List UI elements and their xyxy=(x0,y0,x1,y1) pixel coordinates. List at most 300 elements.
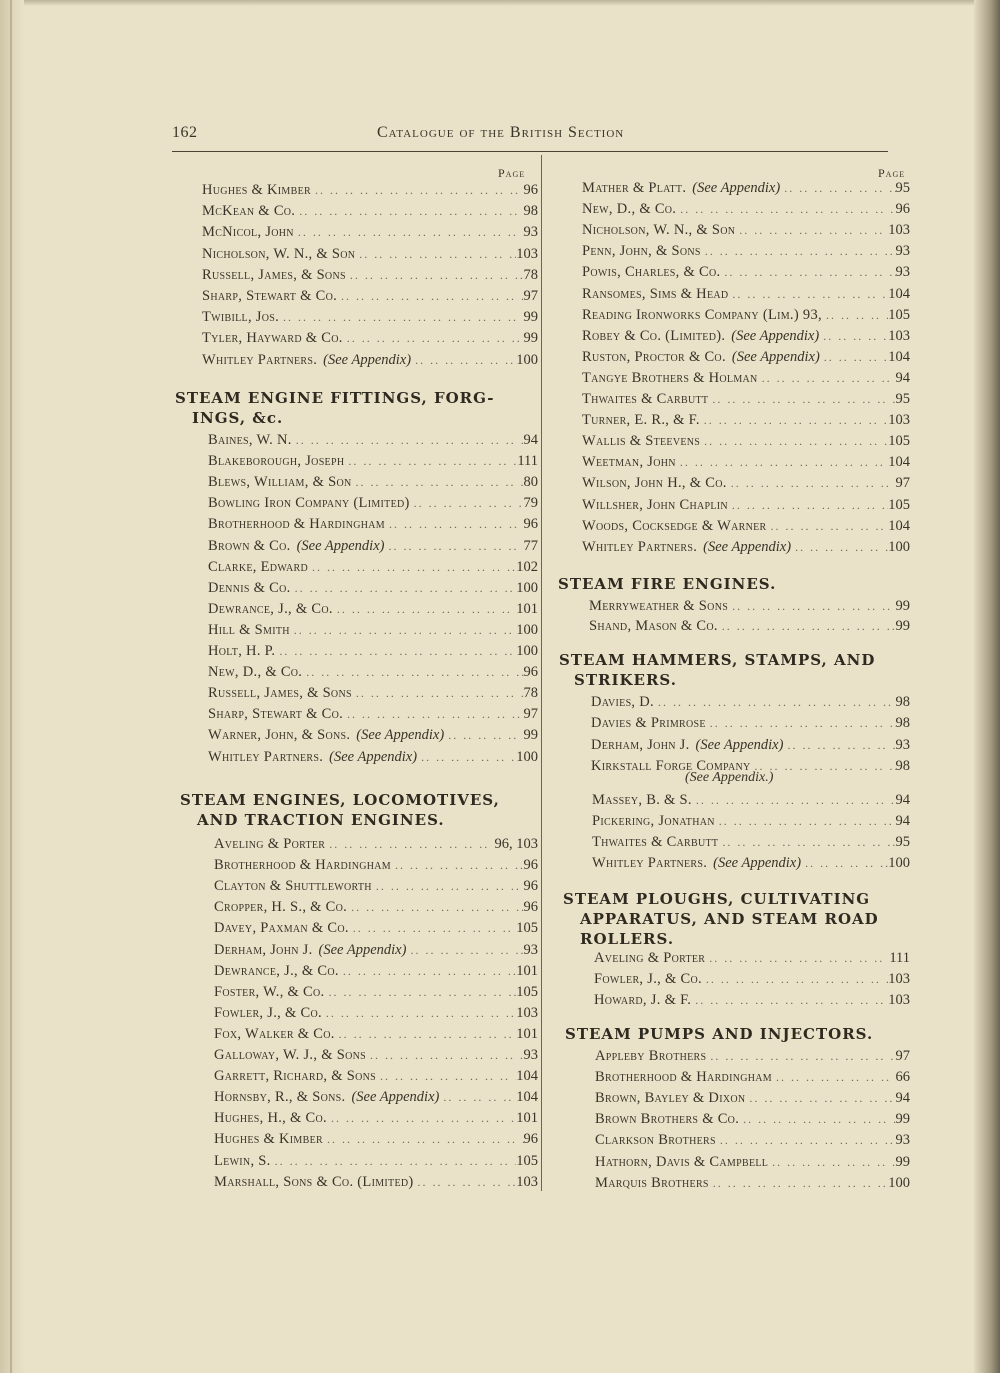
entry-name: Pickering, Jonathan xyxy=(592,813,715,829)
entry-page-number: 99 xyxy=(523,330,538,347)
entry-page-number: 100 xyxy=(516,621,538,638)
entry-name: Appleby Brothers xyxy=(595,1048,707,1064)
index-entry xyxy=(208,493,538,513)
section-title-line: STEAM PLOUGHS, CULTIVATING xyxy=(563,890,871,908)
index-entry xyxy=(592,811,910,831)
leader-dots xyxy=(294,222,524,242)
index-entry xyxy=(208,704,538,724)
page-column-heading: Page xyxy=(498,166,526,180)
entry-name: Russell, James, & Sons xyxy=(202,266,346,283)
entry-name: Massey, B. & S. xyxy=(592,792,692,808)
entry-name: Foster, W., & Co. xyxy=(214,983,325,1000)
entry-name: Hill & Smith xyxy=(208,621,290,638)
index-entry xyxy=(582,473,910,493)
index-entry xyxy=(208,557,538,577)
leader-dots xyxy=(339,961,516,981)
leader-dots xyxy=(692,790,896,810)
index-entry xyxy=(208,747,538,767)
index-entry xyxy=(214,1129,538,1149)
index-entry xyxy=(202,328,538,348)
entry-page-number: 98 xyxy=(895,715,910,732)
index-entry xyxy=(582,199,910,219)
entry-name: Brown & Co. xyxy=(208,537,291,554)
entry-page-number: 96 xyxy=(523,899,538,916)
entry-name: Sharp, Stewart & Co. xyxy=(208,706,344,723)
entry-name: Tangye Brothers & Holman xyxy=(582,369,758,386)
entry-name: Nicholson, W. N., & Son xyxy=(582,222,736,239)
entry-page-number: 105 xyxy=(888,496,910,513)
leader-dots xyxy=(819,326,888,346)
entry-page-number: 104 xyxy=(888,348,910,365)
entry-name: Robey & Co. (Limited). xyxy=(582,327,726,344)
index-entry xyxy=(214,1066,538,1086)
index-entry xyxy=(208,641,538,661)
index-entry xyxy=(595,1046,910,1066)
leader-dots xyxy=(384,536,523,556)
leader-dots xyxy=(366,1045,524,1065)
see-appendix-note: (See Appendix) xyxy=(713,855,802,871)
entry-page-number: 97 xyxy=(523,706,538,723)
index-entry xyxy=(582,495,910,515)
leader-dots xyxy=(654,692,896,712)
index-entry xyxy=(214,940,538,960)
leader-dots xyxy=(333,599,516,619)
entry-page-number: 96 xyxy=(523,182,538,198)
entry-page-number: 104 xyxy=(888,454,910,471)
entry-name: Whitley Partners. xyxy=(592,855,708,871)
entry-page-number: 99 xyxy=(895,618,910,634)
leader-dots xyxy=(355,244,516,264)
entry-page-number: 97 xyxy=(895,475,910,492)
entry-page-number: 99 xyxy=(523,727,538,744)
leader-dots xyxy=(706,713,896,733)
column-divider xyxy=(541,155,542,1191)
entry-name: New, D., & Co. xyxy=(208,664,303,681)
leader-dots xyxy=(311,180,524,200)
leader-dots xyxy=(720,262,895,282)
index-entry xyxy=(214,897,538,917)
entry-page-number: 94 xyxy=(895,813,910,829)
entry-name: Mather & Platt. xyxy=(582,180,687,196)
entry-name: Garrett, Richard, & Sons xyxy=(214,1068,377,1085)
entry-page-number: 101 xyxy=(516,1025,538,1042)
section-title-line: APPARATUS, AND STEAM ROAD xyxy=(580,910,879,928)
index-entry xyxy=(214,855,538,875)
index-entry xyxy=(208,683,538,703)
leader-dots xyxy=(716,1130,896,1150)
entry-name: Whitley Partners. xyxy=(582,538,698,555)
entry-page-number: 93 xyxy=(895,243,910,260)
leader-dots xyxy=(271,1151,517,1171)
entry-page-number: 98 xyxy=(895,757,910,774)
entry-name: Derham, John J. xyxy=(591,736,690,753)
leader-dots xyxy=(822,305,888,325)
entry-page-number: 66 xyxy=(895,1069,910,1086)
leader-dots xyxy=(676,199,895,219)
entry-page-number: 99 xyxy=(895,598,910,614)
entry-page-number: 93 xyxy=(523,941,538,958)
entry-page-number: 105 xyxy=(516,1152,538,1169)
entry-page-number: 93 xyxy=(895,1132,910,1149)
entry-page-number: 93 xyxy=(895,736,910,753)
leader-dots xyxy=(337,286,523,306)
leader-dots xyxy=(751,756,896,776)
index-entry xyxy=(592,832,910,852)
index-entry xyxy=(582,241,910,261)
leader-dots xyxy=(352,683,524,703)
entry-page-number: 100 xyxy=(888,1174,910,1191)
entry-name: Blews, William, & Son xyxy=(208,474,352,491)
entry-page-number: 104 xyxy=(516,1089,538,1106)
leader-dots xyxy=(322,1003,516,1023)
entry-name: McNicol, John xyxy=(202,224,294,241)
entry-page-number: 98 xyxy=(895,694,910,710)
index-entry xyxy=(214,1151,538,1171)
leader-dots xyxy=(302,662,523,682)
leader-dots xyxy=(327,1108,516,1128)
entry-page-number: 79 xyxy=(523,495,538,512)
index-entry xyxy=(594,948,910,968)
entry-name: Clayton & Shuttleworth xyxy=(214,878,372,895)
index-entry xyxy=(202,180,538,200)
index-entry xyxy=(214,982,538,1002)
entry-name: Weetman, John xyxy=(582,454,676,471)
entry-page-number: 96 xyxy=(523,664,538,681)
index-entry xyxy=(208,472,538,492)
leader-dots xyxy=(701,241,896,261)
entry-page-number: 95 xyxy=(895,180,910,196)
entry-page-number: 103 xyxy=(516,1004,538,1021)
section-title-engines xyxy=(180,790,500,830)
entry-page-number: 94 xyxy=(895,792,910,808)
entry-page-number: 105 xyxy=(516,983,538,1000)
entry-page-number: 99 xyxy=(523,309,538,326)
entry-name: Wilson, John H., & Co. xyxy=(582,475,727,492)
see-appendix-note: (See Appendix) xyxy=(695,736,784,753)
entry-name: Brown, Bayley & Dixon xyxy=(595,1090,746,1107)
entry-name: Thwaites & Carbutt xyxy=(592,834,719,850)
entry-page-number: 94 xyxy=(895,369,910,386)
index-entry xyxy=(214,1172,538,1192)
leader-dots xyxy=(347,897,523,917)
entry-page-number: 98 xyxy=(523,203,538,220)
leader-dots xyxy=(708,389,895,409)
section-title-line: STRIKERS. xyxy=(574,671,677,689)
entry-page-number: 105 xyxy=(888,433,910,450)
entry-page-number: 104 xyxy=(516,1068,538,1085)
index-entry xyxy=(594,990,910,1010)
entry-name: Hughes & Kimber xyxy=(202,182,311,198)
index-entry xyxy=(591,713,910,733)
entry-name: Baines, W. N. xyxy=(208,432,292,448)
entry-page-number: 105 xyxy=(516,920,538,937)
entry-page-number: 103 xyxy=(516,1173,538,1190)
entry-name: Howard, J. & F. xyxy=(594,992,692,1008)
index-entry xyxy=(214,1045,538,1065)
leader-dots xyxy=(343,704,523,724)
leader-dots xyxy=(344,451,517,471)
entry-name: Woods, Cocksedge & Warner xyxy=(582,517,767,534)
leader-dots xyxy=(791,537,888,557)
entry-name: Aveling & Porter xyxy=(594,950,706,966)
entry-name: Powis, Charles, & Co. xyxy=(582,264,721,281)
leader-dots xyxy=(414,1172,517,1192)
scan-page-edge xyxy=(974,0,1000,1373)
entry-page-number: 97 xyxy=(523,288,538,304)
entry-name: Hathorn, Davis & Campbell xyxy=(595,1153,769,1170)
see-appendix-note: (See Appendix) xyxy=(703,538,792,555)
entry-page-number: 78 xyxy=(523,266,538,283)
leader-dots xyxy=(728,284,888,304)
entry-name: Marshall, Sons & Co. (Limited) xyxy=(214,1173,414,1190)
index-entry xyxy=(582,431,910,451)
leader-dots xyxy=(417,747,516,767)
index-entry xyxy=(595,1173,910,1193)
entry-name: Clarkson Brothers xyxy=(595,1132,716,1149)
entry-name: Russell, James, & Sons xyxy=(208,685,352,702)
index-entry xyxy=(202,350,538,370)
index-entry xyxy=(589,616,910,636)
index-entry xyxy=(208,662,538,682)
leader-dots xyxy=(745,1088,895,1108)
index-entry xyxy=(202,265,538,285)
leader-dots xyxy=(735,220,888,240)
entry-name: Derham, John J. xyxy=(214,941,313,958)
leader-dots xyxy=(676,452,888,472)
page-column-heading: Page xyxy=(878,166,906,180)
see-appendix-note: (See Appendix) xyxy=(296,537,385,554)
entry-name: Thwaites & Carbutt xyxy=(582,391,709,407)
entry-name: Brotherhood & Hardingham xyxy=(595,1069,772,1086)
index-entry xyxy=(214,1108,538,1128)
entry-page-number: 96 xyxy=(523,857,538,874)
entry-page-number: 102 xyxy=(516,558,538,575)
entry-name: Fox, Walker & Co. xyxy=(214,1025,335,1042)
leader-dots xyxy=(767,516,889,536)
entry-name: Nicholson, W. N., & Son xyxy=(202,245,356,262)
index-entry xyxy=(214,918,538,938)
entry-name: Brotherhood & Hardingham xyxy=(214,857,391,874)
leader-dots xyxy=(325,834,494,854)
section-title-line: AND TRACTION ENGINES. xyxy=(197,811,445,829)
entry-page-number: 96 xyxy=(895,201,910,218)
scan-edge-top xyxy=(0,0,1000,6)
entry-name: Merryweather & Sons xyxy=(589,598,729,614)
entry-page-number: 104 xyxy=(888,517,910,534)
leader-dots xyxy=(279,307,523,327)
entry-page-number: 96, 103 xyxy=(494,836,538,852)
leader-dots xyxy=(391,855,524,875)
leader-dots xyxy=(376,1066,516,1086)
leader-dots xyxy=(700,431,888,451)
index-entry xyxy=(591,756,910,776)
entry-name: Ruston, Proctor & Co. xyxy=(582,348,726,365)
leader-dots xyxy=(324,982,516,1002)
entry-page-number: 101 xyxy=(516,1110,538,1127)
entry-name: Hornsby, R., & Sons. xyxy=(214,1089,346,1106)
entry-page-number: 99 xyxy=(895,1111,910,1128)
leader-dots xyxy=(291,578,517,598)
leader-dots xyxy=(323,1129,524,1149)
index-entry xyxy=(582,305,910,325)
see-appendix-note: (See Appendix) xyxy=(318,941,407,958)
leader-dots xyxy=(346,265,524,285)
entry-page-number: 93 xyxy=(523,224,538,241)
leader-dots xyxy=(385,514,524,534)
index-entry xyxy=(208,620,538,640)
leader-dots xyxy=(780,178,895,198)
index-entry xyxy=(208,599,538,619)
leader-dots xyxy=(718,616,896,636)
entry-name: Davey, Paxman & Co. xyxy=(214,920,349,937)
index-entry xyxy=(214,876,538,896)
entry-name: Aveling & Porter xyxy=(214,836,326,852)
entry-page-number: 96 xyxy=(523,516,538,533)
see-appendix-note: (See Appendix) xyxy=(356,727,445,744)
section-title-fittings xyxy=(175,388,494,428)
leader-dots xyxy=(709,1173,888,1193)
index-entry xyxy=(589,596,910,616)
entry-page-number: 77 xyxy=(523,537,538,554)
entry-page-number: 100 xyxy=(888,538,910,555)
index-entry xyxy=(592,853,910,873)
scan-binding-edge xyxy=(0,0,24,1373)
leader-dots xyxy=(706,1046,895,1066)
entry-page-number: 100 xyxy=(516,351,538,368)
entry-name: Davies & Primrose xyxy=(591,715,706,732)
index-entry xyxy=(595,1130,910,1150)
leader-dots xyxy=(295,201,523,221)
index-entry xyxy=(582,516,910,536)
entry-name: Dewrance, J., & Co. xyxy=(214,962,339,979)
leader-dots xyxy=(335,1024,517,1044)
index-entry xyxy=(202,286,538,306)
index-entry xyxy=(208,514,538,534)
entry-page-number: 103 xyxy=(888,971,910,987)
index-entry xyxy=(595,1067,910,1087)
page-number: 162 xyxy=(172,124,198,141)
entry-name: Galloway, W. J., & Sons xyxy=(214,1047,366,1063)
leader-dots xyxy=(758,368,896,388)
see-appendix-note: (See Appendix) xyxy=(351,1089,440,1106)
entry-name: Reading Ironworks Company (Lim.) 93, xyxy=(582,306,822,323)
leader-dots xyxy=(275,641,516,661)
page-header xyxy=(172,124,888,150)
entry-name: Brotherhood & Hardingham xyxy=(208,516,385,533)
index-entry xyxy=(202,244,538,264)
leader-dots xyxy=(343,328,524,348)
leader-dots xyxy=(372,876,524,896)
leader-dots xyxy=(444,725,523,745)
see-appendix-note: (See Appendix) xyxy=(731,348,820,365)
leader-dots xyxy=(349,918,516,938)
section-title-ploughs xyxy=(563,889,879,949)
entry-page-number: 96 xyxy=(523,878,538,895)
entry-page-number: 104 xyxy=(888,285,910,302)
index-entry xyxy=(582,452,910,472)
leader-dots xyxy=(739,1109,895,1129)
leader-dots xyxy=(718,832,895,852)
index-entry xyxy=(202,222,538,242)
entry-name: Holt, H. P. xyxy=(208,643,276,659)
index-entry xyxy=(582,389,910,409)
entry-name: Ransomes, Sims & Head xyxy=(582,285,729,302)
entry-name: Marquis Brothers xyxy=(595,1174,709,1191)
entry-name: Whitley Partners. xyxy=(202,351,318,368)
index-entry xyxy=(582,326,910,346)
see-appendix-note: (See Appendix) xyxy=(329,748,418,765)
leader-dots xyxy=(820,347,888,367)
index-entry xyxy=(582,220,910,240)
index-entry xyxy=(582,368,910,388)
section-title-line: STEAM HAMMERS, STAMPS, AND xyxy=(559,651,876,669)
entry-page-number: 101 xyxy=(516,962,538,979)
see-appendix-note: (See Appendix) xyxy=(731,327,820,344)
index-entry xyxy=(208,578,538,598)
entry-page-number: 100 xyxy=(888,855,910,871)
entry-page-number: 78 xyxy=(523,685,538,702)
leader-dots xyxy=(801,853,888,873)
index-entry xyxy=(591,692,910,712)
entry-name: Clarke, Edward xyxy=(208,558,308,575)
leader-dots xyxy=(728,495,888,515)
entry-name: Tyler, Hayward & Co. xyxy=(202,330,343,347)
entry-page-number: 100 xyxy=(516,643,538,659)
entry-name: Bowling Iron Company (Limited) xyxy=(208,495,410,512)
index-entry xyxy=(208,430,538,450)
see-appendix-note: (See Appendix.) xyxy=(685,770,774,785)
leader-dots xyxy=(783,735,895,755)
entry-name: Wallis & Steevens xyxy=(582,433,701,450)
index-entry xyxy=(214,1087,538,1107)
leader-dots xyxy=(290,620,516,640)
entry-name: Dennis & Co. xyxy=(208,579,291,596)
entry-page-number: 94 xyxy=(523,432,538,448)
index-entry xyxy=(214,1003,538,1023)
entry-name: Willsher, John Chaplin xyxy=(582,496,728,513)
see-appendix-note: (See Appendix) xyxy=(692,180,781,196)
index-entry xyxy=(582,284,910,304)
entry-page-number: 105 xyxy=(888,306,910,323)
leader-dots xyxy=(728,596,895,616)
section-title-line: STEAM ENGINE FITTINGS, FORG- xyxy=(175,389,495,407)
entry-name: Kirkstall Forge Company xyxy=(591,757,751,774)
entry-page-number: 103 xyxy=(516,245,538,262)
entry-name: Whitley Partners. xyxy=(208,748,324,765)
see-appendix-note: (See Appendix) xyxy=(323,351,412,368)
index-entry xyxy=(214,961,538,981)
index-entry xyxy=(214,834,538,854)
entry-name: Twibill, Jos. xyxy=(202,309,280,326)
entry-name: Brown Brothers & Co. xyxy=(595,1111,740,1128)
entry-name: McKean & Co. xyxy=(202,203,296,220)
section-title-line: ROLLERS. xyxy=(580,930,675,948)
section-title-fire-engines: STEAM FIRE ENGINES. xyxy=(558,575,777,593)
entry-page-number: 80 xyxy=(523,474,538,491)
leader-dots xyxy=(727,473,896,493)
entry-page-number: 96 xyxy=(523,1131,538,1148)
leader-dots xyxy=(705,948,889,968)
section-title-line: INGS, &c. xyxy=(192,409,284,427)
entry-name: Hughes & Kimber xyxy=(214,1131,323,1148)
index-entry xyxy=(595,1088,910,1108)
entry-name: Dewrance, J., & Co. xyxy=(208,600,333,617)
leader-dots xyxy=(410,493,524,513)
entry-name: Warner, John, & Sons. xyxy=(208,727,351,744)
entry-page-number: 103 xyxy=(888,412,910,429)
index-entry xyxy=(582,262,910,282)
section-title-pumps: STEAM PUMPS AND INJECTORS. xyxy=(565,1025,874,1043)
